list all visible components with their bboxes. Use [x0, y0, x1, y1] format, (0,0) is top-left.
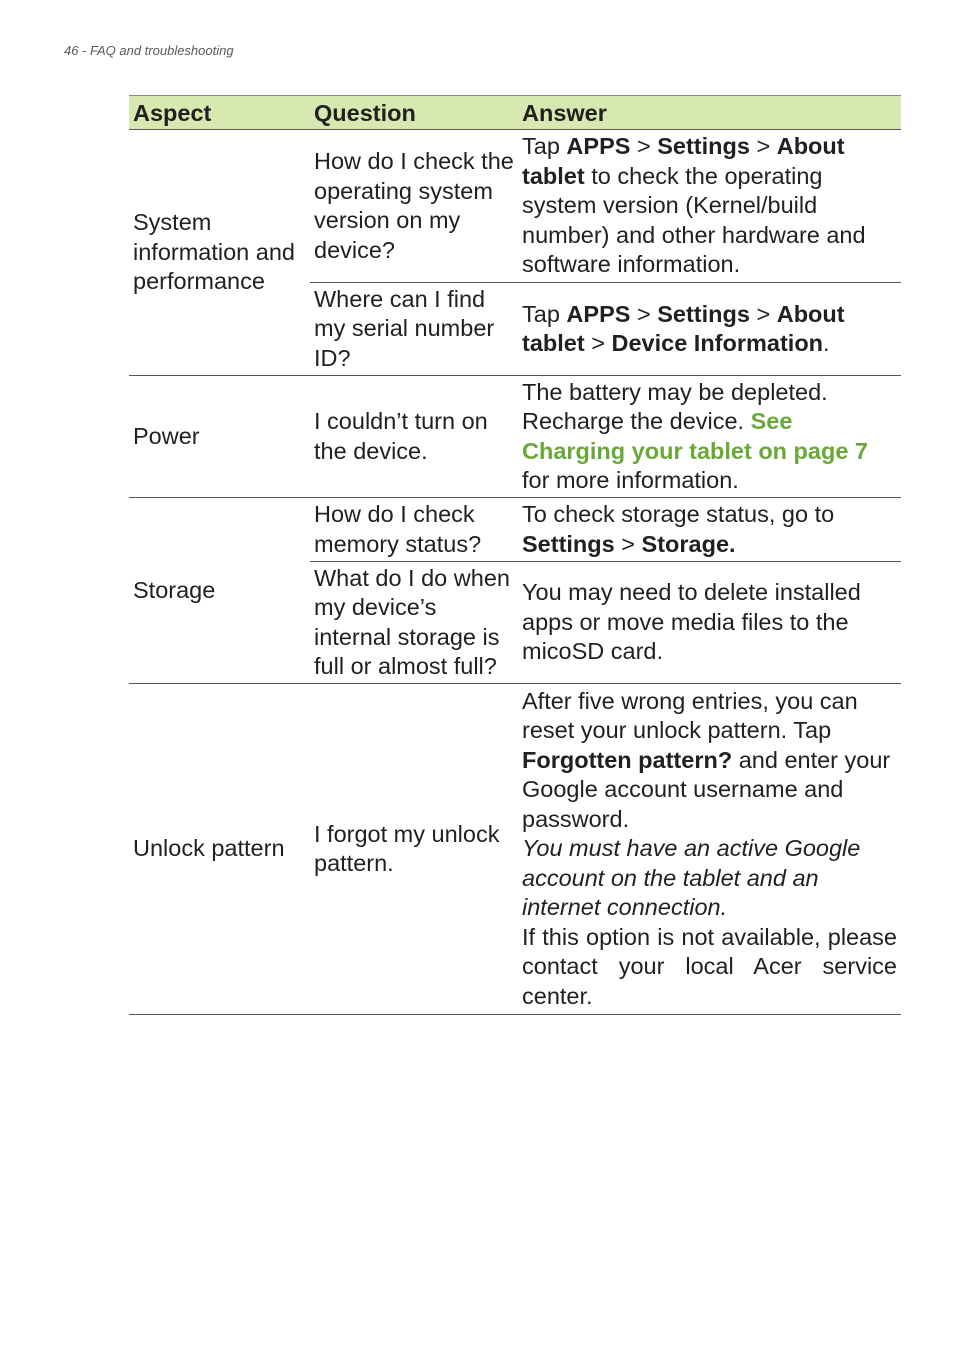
- answer-forgot-pattern: [518, 684, 901, 1015]
- question-forgot-pattern: I forgot my unlock pattern.: [310, 684, 518, 1015]
- table-row: [129, 130, 901, 283]
- faq-table: [129, 95, 901, 1015]
- answer-storage-full: You may need to delete installed apps or move media files to the micoSD card.: [518, 562, 901, 684]
- question-storage-full: What do I do when my device’s internal storage is full or almost full?: [310, 562, 518, 684]
- question-os-version: How do I check the operating system version on my device?: [310, 130, 518, 283]
- header-question: Question: [310, 96, 518, 130]
- answer-note: You must have an active Google account on the tablet and an internet connection.: [522, 835, 861, 921]
- answer-turn-on: The battery may be depleted. Recharge the device. See Charging your tablet on page 7 for more information.: [518, 376, 901, 498]
- answer-memory-status: To check storage status, go to Settings > Storage.: [518, 498, 901, 562]
- header-answer: Answer: [518, 96, 901, 130]
- question-serial-number: Where can I find my serial number ID?: [310, 283, 518, 376]
- answer-os-version: Tap APPS > Settings > About tablet to check the operating system version (Kernel/build number) and other hardware and software information.: [518, 130, 901, 283]
- table-row: [129, 498, 901, 562]
- header-aspect: Aspect: [129, 96, 310, 130]
- table-row: [129, 684, 901, 1015]
- aspect-unlock: Unlock pattern: [129, 684, 310, 1015]
- table-row: [129, 376, 901, 498]
- aspect-storage: Storage: [129, 498, 310, 684]
- aspect-power: Power: [129, 376, 310, 498]
- aspect-system: System information and performance: [129, 130, 310, 376]
- answer-serial-number: Tap APPS > Settings > About tablet > Device Information.: [518, 283, 901, 376]
- answer-paragraph: After five wrong entries, you can reset your unlock pattern. Tap Forgotten pattern? and enter your Google account username and password.: [522, 687, 891, 832]
- question-turn-on: I couldn’t turn on the device.: [310, 376, 518, 498]
- charging-link[interactable]: See Charging your tablet on page 7: [522, 408, 869, 464]
- table-header-row: [129, 96, 901, 130]
- question-memory-status: How do I check memory status?: [310, 498, 518, 562]
- running-header: 46 - FAQ and troubleshooting: [64, 43, 234, 58]
- answer-paragraph: If this option is not available, please contact your local Acer service center.: [522, 923, 897, 1009]
